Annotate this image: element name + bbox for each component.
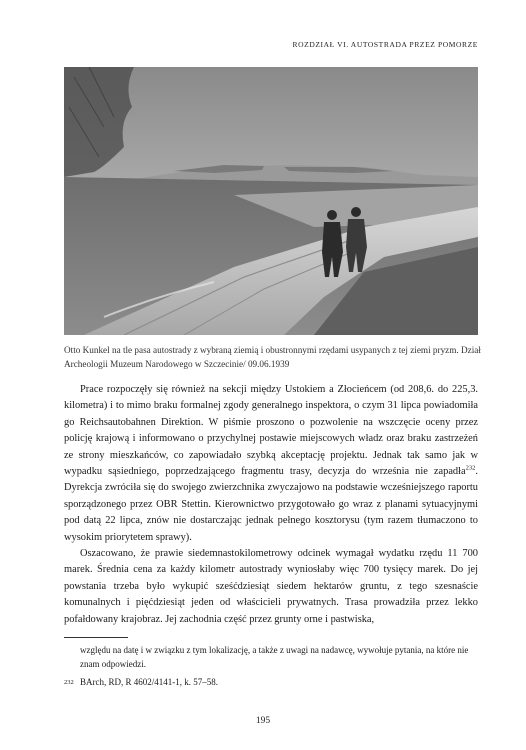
footnote-divider [64, 637, 128, 638]
paragraph-1 [64, 382, 478, 546]
page-number: 195 [255, 716, 271, 726]
footnote-continuation: względu na datę i w związku z tym lokalizację, a także z uwagi na nadawcę, wywołuje pytania, na które nie znam odpowiedzi. [80, 645, 469, 669]
footnote-ref-232[interactable]: 232 [465, 464, 476, 472]
running-header: ROZDZIAŁ VI. AUTOSTRADA PRZEZ POMORZE [292, 40, 478, 49]
paragraph-1-text-b: . Dyrekcja zwróciła się do swojego zwierzchnika zwyczajowo na podstawie wcześniejszego raportu sporządzonego przez OBR Stettin. Kierownictwo przygotowało go wraz z planami sytuacyjnymi pod datą 22 lipca, znów nie dostarczając jednak pełnego kosztorysu (tym razem tłumaczono to wysokim priorytetem sprawy). [64, 466, 478, 543]
footnote-text: BArch, RD, R 4602/4141-1, k. 57–58. [80, 677, 218, 687]
footnotes [64, 643, 478, 689]
paragraph-1-text-a: Prace rozpoczęły się również na sekcji między Ustokiem a Złocieńcem (od 208,6. do 225,3. kilometra) i to mimo braku formalnej zgody generalnego inspektora, o czym 31 lipca powiadomiła go Reichsautobahnen Direktion. W piśmie proszono o pozwolenie na wszczęcie oceny przez policję krajową i informowano o przychylnej postawie miejscowych władz oraz braku zastrzeżeń ze strony mieszkańców, co zapowiadało szybką akceptację projektu. Jednak tak samo jak w wypadku sąsiedniego, poprzedzającego fragmentu trasy, decyzja do września nie zapadła [64, 384, 478, 478]
figure-caption: Otto Kunkel na tle pasa autostrady z wybraną ziemią i obustronnymi rzędami usypanych z tej ziemi pryzm. Dział Archeologii Muzeum Narodowego w Szczecinie/ 09.06.1939 [64, 345, 481, 369]
paragraph-2: Oszacowano, że prawie siedemnastokilometrowy odcinek wymagał wydatku rzędu 11 700 marek. Średnia cena za każdy kilometr autostrady wyniosłaby więc 700 tysięcy marek. Do jej powstania trzeba było wykupić sześćdziesiąt siedem hektarów gruntu, z tego szesnaście komunalnych i pięćdziesiąt jeden od właścicieli prywatnych. Trasa prowadziła przez lekko pofałdowany krajobraz. Jej zachodnia część przez grunty orne i pastwiska, [64, 548, 478, 625]
photo-image [64, 67, 478, 335]
footnote-number: 232 [64, 679, 74, 686]
figure-photo [64, 67, 478, 335]
body-text [64, 382, 478, 628]
footnote-232 [64, 675, 478, 689]
